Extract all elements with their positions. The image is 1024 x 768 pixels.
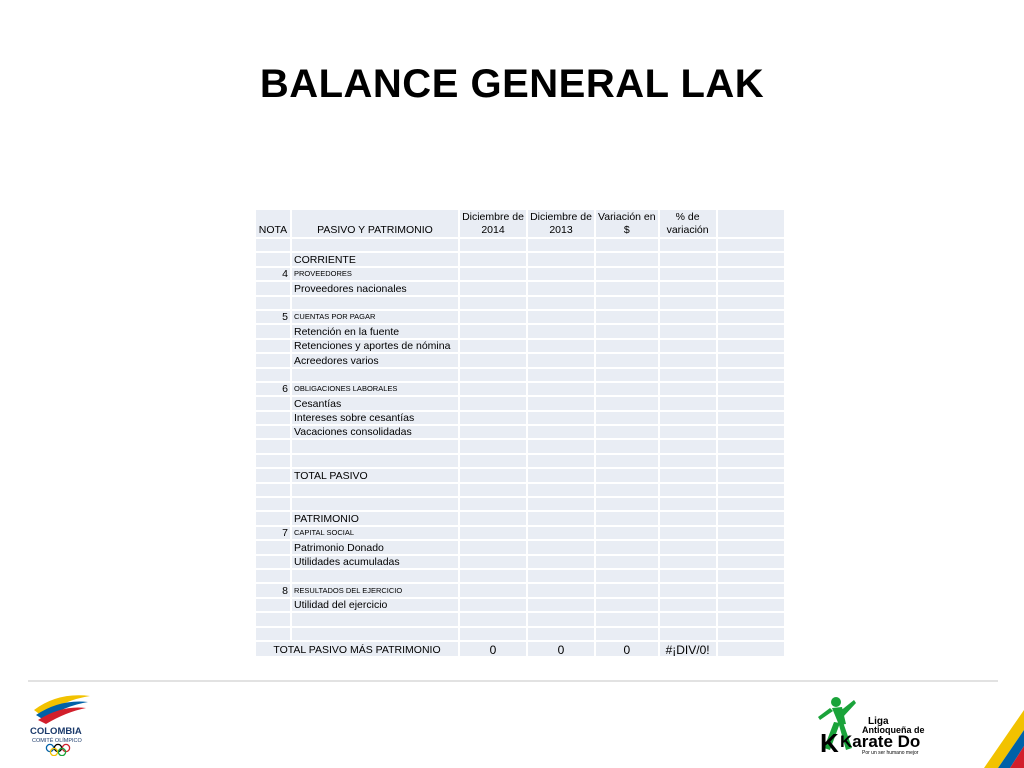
row-value-cell: [718, 570, 784, 582]
row-value-cell: [596, 426, 658, 438]
row-value-cell: [660, 412, 716, 424]
row-value-cell: [596, 311, 658, 323]
row-value-cell: [596, 397, 658, 409]
row-nota: [256, 297, 290, 309]
row-concepto: PROVEEDORES: [292, 268, 458, 280]
row-value-cell: [596, 297, 658, 309]
table-row: [256, 556, 784, 568]
row-value-cell: [718, 239, 784, 251]
row-nota: 7: [256, 527, 290, 539]
row-value-cell: [460, 570, 526, 582]
row-nota: 6: [256, 383, 290, 395]
row-value-cell: [660, 484, 716, 496]
row-value-cell: [660, 253, 716, 265]
row-value-cell: [528, 541, 594, 553]
row-value-cell: [460, 599, 526, 611]
row-concepto: CAPITAL SOCIAL: [292, 527, 458, 539]
table-row: [256, 584, 784, 596]
row-value-cell: [528, 628, 594, 640]
table-row: [256, 354, 784, 366]
row-nota: [256, 541, 290, 553]
row-concepto: [292, 369, 458, 381]
row-value-cell: [460, 340, 526, 352]
row-value-cell: [660, 383, 716, 395]
row-value-cell: [460, 253, 526, 265]
row-value-cell: [660, 426, 716, 438]
row-value-cell: [596, 253, 658, 265]
row-nota: [256, 570, 290, 582]
row-value-cell: [460, 613, 526, 625]
header-variacion: Variación en $: [598, 211, 656, 236]
row-concepto: Utilidades acumuladas: [292, 556, 458, 568]
row-concepto: CUENTAS POR PAGAR: [292, 311, 458, 323]
row-value-cell: [718, 426, 784, 438]
row-value-cell: [660, 340, 716, 352]
row-nota: [256, 426, 290, 438]
page-title: BALANCE GENERAL LAK: [259, 62, 765, 106]
row-nota: [256, 253, 290, 265]
row-value-cell: [460, 354, 526, 366]
colombia-olympic-logo: [28, 690, 98, 756]
row-value-cell: [718, 628, 784, 640]
row-nota: [256, 628, 290, 640]
row-value-cell: [660, 297, 716, 309]
row-concepto: Acreedores varios: [292, 354, 458, 366]
row-nota: [256, 484, 290, 496]
row-value-cell: [660, 268, 716, 280]
row-value-cell: [596, 268, 658, 280]
header-blank: [718, 210, 784, 237]
header-porcentaje: % de variación: [660, 210, 716, 237]
row-value-cell: [528, 239, 594, 251]
row-value-cell: [718, 469, 784, 481]
row-value-cell: [460, 512, 526, 524]
row-value-cell: [528, 325, 594, 337]
row-nota: [256, 340, 290, 352]
row-nota: [256, 412, 290, 424]
row-nota: [256, 599, 290, 611]
row-value-cell: [596, 541, 658, 553]
table-row: [256, 253, 784, 265]
row-concepto: [292, 455, 458, 467]
table-row: [256, 628, 784, 640]
table-row: [256, 440, 784, 452]
row-value-cell: [596, 325, 658, 337]
table-row: [256, 541, 784, 553]
row-value-cell: [528, 397, 594, 409]
total-label: TOTAL PASIVO MÁS PATRIMONIO: [256, 642, 458, 656]
row-value-cell: [660, 397, 716, 409]
svg-text:Antioqueña de: Antioqueña de: [862, 725, 925, 735]
table-row: [256, 527, 784, 539]
row-value-cell: [718, 484, 784, 496]
row-concepto: TOTAL PASIVO: [292, 469, 458, 481]
row-concepto: Cesantías: [292, 397, 458, 409]
row-value-cell: [718, 354, 784, 366]
row-concepto: Patrimonio Donado: [292, 541, 458, 553]
row-value-cell: [660, 282, 716, 294]
table-row: [256, 455, 784, 467]
row-value-cell: [718, 325, 784, 337]
table-row: [256, 239, 784, 251]
row-concepto: [292, 239, 458, 251]
table-row: [256, 397, 784, 409]
row-value-cell: [460, 426, 526, 438]
row-concepto: [292, 440, 458, 452]
row-value-cell: [596, 570, 658, 582]
row-value-cell: [460, 628, 526, 640]
row-value-cell: [718, 599, 784, 611]
row-value-cell: [460, 469, 526, 481]
row-value-cell: [596, 584, 658, 596]
row-value-cell: [528, 484, 594, 496]
row-value-cell: [528, 556, 594, 568]
svg-text:K: K: [820, 728, 839, 756]
row-value-cell: [460, 325, 526, 337]
svg-text:Liga: Liga: [868, 716, 889, 727]
row-value-cell: [460, 282, 526, 294]
row-value-cell: [660, 469, 716, 481]
row-value-cell: [718, 584, 784, 596]
header-dic-2014: Diciembre de 2014: [460, 210, 526, 237]
row-value-cell: [718, 455, 784, 467]
row-value-cell: [660, 498, 716, 510]
row-concepto: PATRIMONIO: [292, 512, 458, 524]
svg-text:COLOMBIA: COLOMBIA: [30, 726, 82, 737]
table-row: [256, 512, 784, 524]
row-concepto: Vacaciones consolidadas: [292, 426, 458, 438]
row-value-cell: [718, 340, 784, 352]
row-value-cell: [596, 599, 658, 611]
row-value-cell: [596, 369, 658, 381]
row-value-cell: [596, 340, 658, 352]
row-value-cell: [660, 440, 716, 452]
total-row: [256, 642, 784, 656]
row-value-cell: [660, 541, 716, 553]
row-nota: [256, 397, 290, 409]
row-value-cell: [718, 556, 784, 568]
row-concepto: [292, 570, 458, 582]
row-value-cell: [718, 613, 784, 625]
table-row: [256, 484, 784, 496]
row-value-cell: [660, 455, 716, 467]
row-value-cell: [528, 369, 594, 381]
row-concepto: [292, 484, 458, 496]
row-value-cell: [596, 512, 658, 524]
karate-league-logo: [806, 690, 1006, 756]
row-value-cell: [596, 383, 658, 395]
row-value-cell: [660, 311, 716, 323]
row-value-cell: [718, 440, 784, 452]
svg-text:Por un ser humano mejor: Por un ser humano mejor: [862, 750, 919, 756]
row-concepto: RESULTADOS DEL EJERCICIO: [292, 584, 458, 596]
row-value-cell: [528, 354, 594, 366]
row-value-cell: [528, 383, 594, 395]
table-row: [256, 412, 784, 424]
table-row: [256, 613, 784, 625]
row-value-cell: [718, 268, 784, 280]
row-concepto: Utilidad del ejercicio: [292, 599, 458, 611]
row-nota: [256, 556, 290, 568]
row-value-cell: [660, 239, 716, 251]
row-value-cell: [528, 268, 594, 280]
row-value-cell: [528, 297, 594, 309]
row-value-cell: [660, 325, 716, 337]
row-value-cell: [528, 282, 594, 294]
row-value-cell: [660, 556, 716, 568]
table-row: [256, 325, 784, 337]
row-value-cell: [718, 282, 784, 294]
row-value-cell: [460, 239, 526, 251]
row-value-cell: [596, 412, 658, 424]
row-nota: 4: [256, 268, 290, 280]
row-concepto: Retención en la fuente: [292, 325, 458, 337]
row-nota: [256, 469, 290, 481]
row-value-cell: [660, 584, 716, 596]
row-value-cell: [528, 311, 594, 323]
row-value-cell: [660, 369, 716, 381]
row-value-cell: [460, 498, 526, 510]
table-row: [256, 498, 784, 510]
row-concepto: [292, 498, 458, 510]
row-value-cell: [718, 383, 784, 395]
row-value-cell: [718, 527, 784, 539]
row-value-cell: [596, 613, 658, 625]
row-value-cell: [596, 440, 658, 452]
row-value-cell: [596, 455, 658, 467]
row-value-cell: [460, 297, 526, 309]
row-value-cell: [596, 556, 658, 568]
row-value-cell: [528, 412, 594, 424]
row-value-cell: [528, 440, 594, 452]
row-value-cell: [660, 512, 716, 524]
row-value-cell: [528, 570, 594, 582]
row-value-cell: [660, 527, 716, 539]
row-value-cell: [718, 512, 784, 524]
row-concepto: Proveedores nacionales: [292, 282, 458, 294]
row-value-cell: [660, 599, 716, 611]
table-row: [256, 469, 784, 481]
row-value-cell: [528, 613, 594, 625]
table-row: [256, 311, 784, 323]
row-nota: [256, 455, 290, 467]
row-value-cell: [460, 527, 526, 539]
row-value-cell: [718, 253, 784, 265]
row-nota: [256, 282, 290, 294]
row-value-cell: [660, 613, 716, 625]
row-value-cell: [460, 383, 526, 395]
row-value-cell: [460, 397, 526, 409]
row-value-cell: [528, 426, 594, 438]
total-dic-2014: 0: [460, 642, 526, 656]
row-value-cell: [660, 354, 716, 366]
row-value-cell: [596, 239, 658, 251]
header-concepto: PASIVO Y PATRIMONIO: [292, 210, 458, 237]
table-row: [256, 282, 784, 294]
table-row: [256, 383, 784, 395]
row-value-cell: [660, 628, 716, 640]
row-value-cell: [528, 512, 594, 524]
row-concepto: OBLIGACIONES LABORALES: [292, 383, 458, 395]
table-row: [256, 297, 784, 309]
row-value-cell: [460, 311, 526, 323]
row-concepto: [292, 613, 458, 625]
header-dic-2013: Diciembre de 2013: [528, 210, 594, 237]
row-value-cell: [528, 527, 594, 539]
row-value-cell: [718, 311, 784, 323]
row-value-cell: [718, 297, 784, 309]
row-value-cell: [460, 268, 526, 280]
footer-divider: [28, 680, 998, 682]
row-value-cell: [718, 541, 784, 553]
row-nota: [256, 354, 290, 366]
total-porcentaje: #¡DIV/0!: [660, 642, 716, 656]
balance-table: [254, 208, 786, 658]
row-nota: [256, 325, 290, 337]
row-value-cell: [460, 412, 526, 424]
row-value-cell: [460, 455, 526, 467]
row-value-cell: [718, 397, 784, 409]
total-blank: [718, 642, 784, 656]
row-concepto: [292, 297, 458, 309]
row-value-cell: [718, 412, 784, 424]
row-value-cell: [528, 599, 594, 611]
row-value-cell: [528, 469, 594, 481]
row-value-cell: [528, 253, 594, 265]
table-row: [256, 340, 784, 352]
row-value-cell: [596, 354, 658, 366]
row-value-cell: [596, 282, 658, 294]
row-value-cell: [660, 570, 716, 582]
row-value-cell: [460, 484, 526, 496]
table-row: [256, 570, 784, 582]
row-concepto: CORRIENTE: [292, 253, 458, 265]
row-value-cell: [460, 584, 526, 596]
row-value-cell: [596, 469, 658, 481]
row-value-cell: [460, 556, 526, 568]
row-nota: [256, 239, 290, 251]
row-value-cell: [528, 340, 594, 352]
total-variacion: 0: [596, 642, 658, 656]
table-row: [256, 599, 784, 611]
svg-text:COMITÉ OLÍMPICO: COMITÉ OLÍMPICO: [32, 738, 82, 744]
row-value-cell: [460, 541, 526, 553]
table-row: [256, 268, 784, 280]
table-row: [256, 426, 784, 438]
row-value-cell: [596, 527, 658, 539]
row-nota: [256, 613, 290, 625]
table-header-row: [256, 210, 784, 237]
row-concepto: [292, 628, 458, 640]
row-nota: 5: [256, 311, 290, 323]
row-value-cell: [460, 369, 526, 381]
row-nota: 8: [256, 584, 290, 596]
row-value-cell: [596, 484, 658, 496]
row-value-cell: [528, 498, 594, 510]
row-nota: [256, 440, 290, 452]
row-value-cell: [460, 440, 526, 452]
row-value-cell: [596, 498, 658, 510]
table-row: [256, 369, 784, 381]
row-value-cell: [718, 369, 784, 381]
svg-text:Karate Do: Karate Do: [840, 732, 921, 751]
header-nota: NOTA: [256, 210, 290, 237]
row-value-cell: [528, 455, 594, 467]
row-value-cell: [528, 584, 594, 596]
row-nota: [256, 369, 290, 381]
total-dic-2013: 0: [528, 642, 594, 656]
row-value-cell: [596, 628, 658, 640]
row-nota: [256, 498, 290, 510]
row-concepto: Retenciones y aportes de nómina: [292, 340, 458, 352]
row-value-cell: [718, 498, 784, 510]
row-nota: [256, 512, 290, 524]
row-concepto: Intereses sobre cesantías: [292, 412, 458, 424]
